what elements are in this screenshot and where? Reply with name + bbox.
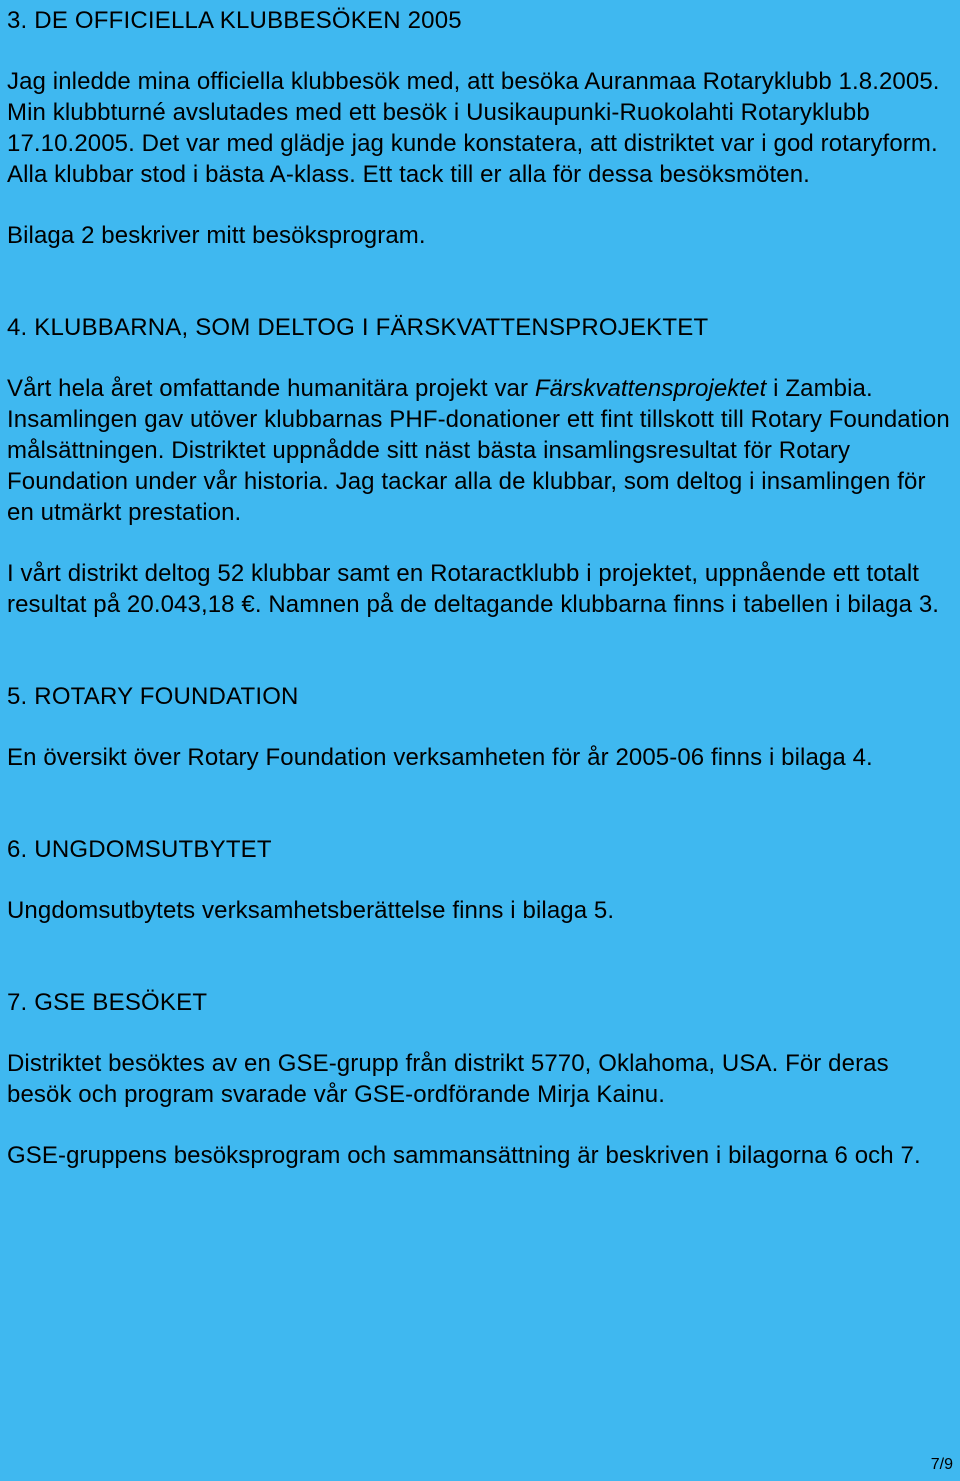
section-4-paragraph-1: [7, 373, 953, 528]
section-4-paragraph-1-end: i Zambia. Insamlingen gav utöver klubbarnas PHF-donationer ett fint tillskott till Rotary Foundation målsättningen. Distriktet uppnådde sitt näst bästa insamlingsresultat för Rotary Foundation under vår historia. Jag tackar alla de klubbar, som deltog i insamlingen för en utmärkt prestation.: [7, 375, 950, 526]
section-6-paragraph-1: Ungdomsutbytets verksamhetsberättelse finns i bilaga 5.: [7, 897, 615, 924]
section-6-heading: 6. UNGDOMSUTBYTET: [7, 836, 272, 863]
section-5: [7, 681, 953, 773]
section-4-heading: 4. KLUBBARNA, SOM DELTOG I FÄRSKVATTENSPROJEKTET: [7, 314, 709, 341]
section-3-paragraph-1: Jag inledde mina officiella klubbesök med, att besöka Auranmaa Rotaryklubb 1.8.2005. Min klubbturné avslutades med ett besök i Uusikaupunki-Ruokolahti Rotaryklubb 17.10.2005. Det var med glädje jag kunde konstatera, att distriktet var i god rotaryform. Alla klubbar stod i bästa A-klass. Ett tack till er alla för dessa besöksmöten.: [7, 68, 940, 188]
section-7-heading: 7. GSE BESÖKET: [7, 989, 208, 1016]
section-3-heading: 3. DE OFFICIELLA KLUBBESÖKEN 2005: [7, 7, 462, 34]
project-name-italic: Färskvattensprojektet: [534, 375, 767, 402]
section-7: [7, 987, 953, 1171]
document-body: [7, 5, 953, 1171]
section-3-paragraph-2: Bilaga 2 beskriver mitt besöksprogram.: [7, 222, 426, 249]
section-4: [7, 312, 953, 620]
section-7-paragraph-2: GSE-gruppens besöksprogram och sammansättning är beskriven i bilagorna 6 och 7.: [7, 1142, 921, 1169]
section-7-paragraph-1: Distriktet besöktes av en GSE-grupp från distrikt 5770, Oklahoma, USA. För deras besök och program svarade vår GSE-ordförande Mirja Kainu.: [7, 1050, 889, 1108]
section-5-heading: 5. ROTARY FOUNDATION: [7, 683, 299, 710]
section-3: [7, 5, 953, 251]
section-4-paragraph-2: I vårt distrikt deltog 52 klubbar samt en Rotaractklubb i projektet, uppnående ett totalt resultat på 20.043,18 €. Namnen på de deltagande klubbarna finns i tabellen i bilaga 3.: [7, 560, 940, 618]
section-5-paragraph-1: En översikt över Rotary Foundation verksamheten för år 2005-06 finns i bilaga 4.: [7, 744, 873, 771]
section-6: [7, 834, 953, 926]
section-4-paragraph-1-start: Vårt hela året omfattande humanitära projekt var: [7, 375, 535, 402]
page-number: 7/9: [930, 1456, 953, 1473]
